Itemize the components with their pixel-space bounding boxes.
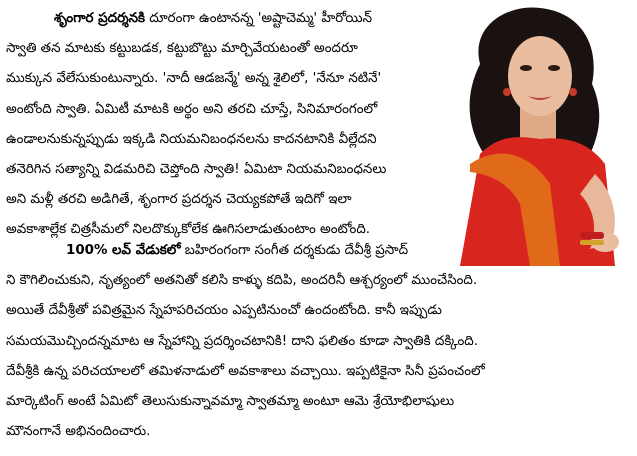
- paragraph-line: మార్కెటింగ్ అంటే ఏమిటో తెలుసుకున్నావమ్మా స్వాతమ్మా అంటూ ఆమె శ్రేయోభిలాషులు: [6, 393, 455, 409]
- line-text: దూరంగా ఉంటానన్న 'అష్టాచెమ్మ' హీరోయిన్: [145, 11, 373, 26]
- paragraph-line: అని మళ్లీ తరచి అడిగితే, శృంగార ప్రదర్శన చెయ్యకపోతే ఇదిగో ఇలా: [6, 192, 352, 208]
- paragraph-line: అంటోంది స్వాతి. ఏమిటీ మాటకి అర్థం అని తరచి చూస్తే, సినిమారంగంలో: [6, 101, 378, 117]
- paragraph-line: అవకాశాల్లేక చిత్రసీమలో నిలదొక్కుకోలేక ఊగిసలాడుతుంటాం అంటోంది.: [6, 222, 371, 238]
- paragraph-line: [6, 236, 634, 266]
- article-paragraph-2: [6, 236, 634, 447]
- paragraph-line: మౌనంగానే అభినందించారు.: [6, 424, 151, 440]
- paragraph-line: ని కౌగిలించుకుని, నృత్యంలో అతనితో కలిసి కాళ్ళు కదిపి, అందరినీ ఆశ్చర్యంలో ముంచేసింది.: [6, 273, 478, 289]
- paragraph-line: తనెరిగిన సత్యాన్ని విడమరిచి చెప్తోంది స్వాతి! ఏమిటా నియమనిబంధనలు: [6, 161, 387, 177]
- bold-lead-text: 100% లవ్ వేడుకలో: [66, 243, 181, 258]
- article-paragraph-1: [6, 4, 436, 246]
- paragraph-line: అయితే దేవీశ్రీతో పవిత్రమైన స్నేహపరిచయం ఎప్పటినుంచో ఉందంటోంది. కానీ ఇప్పుడు: [6, 303, 442, 319]
- paragraph-line: దేవీశ్రీకి ఉన్న పరిచయాలలో తమిళనాడులో అవకాశాలు వచ్చాయి. ఇప్పటికైనా సినీ ప్రపంచంలో: [6, 363, 485, 379]
- line-text: బహిరంగంగా సంగీత దర్శకుడు దేవీశ్రీ ప్రసాద్: [180, 243, 409, 258]
- paragraph-line: స్వాతి తన మాటకు కట్టుబడక, కట్టుబొట్టు మార్చివేయటంతో అందరూ: [6, 41, 358, 57]
- paragraph-line: ముక్కున వేలేసుకుంటున్నారు. 'నాదీ ఆడజన్మే' అన్న శైలిలో, 'నేనూ నటినే': [6, 71, 382, 87]
- paragraph-line: [6, 4, 436, 34]
- bold-lead-text: శృంగార ప్రదర్శనకి: [54, 11, 146, 26]
- paragraph-line: సమయమొచ్చిందన్నమాట ఆ స్నేహాన్ని ప్రదర్శించటానికి! దాని ఫలితం కూడా స్వాతికి దక్కింది.: [6, 333, 478, 349]
- actress-photo: [440, 4, 632, 266]
- paragraph-line: ఉండాలనుకున్నప్పుడు ఇక్కడి నియమనిబంధనలను కాదనటానికి వీల్లేదని: [6, 131, 377, 147]
